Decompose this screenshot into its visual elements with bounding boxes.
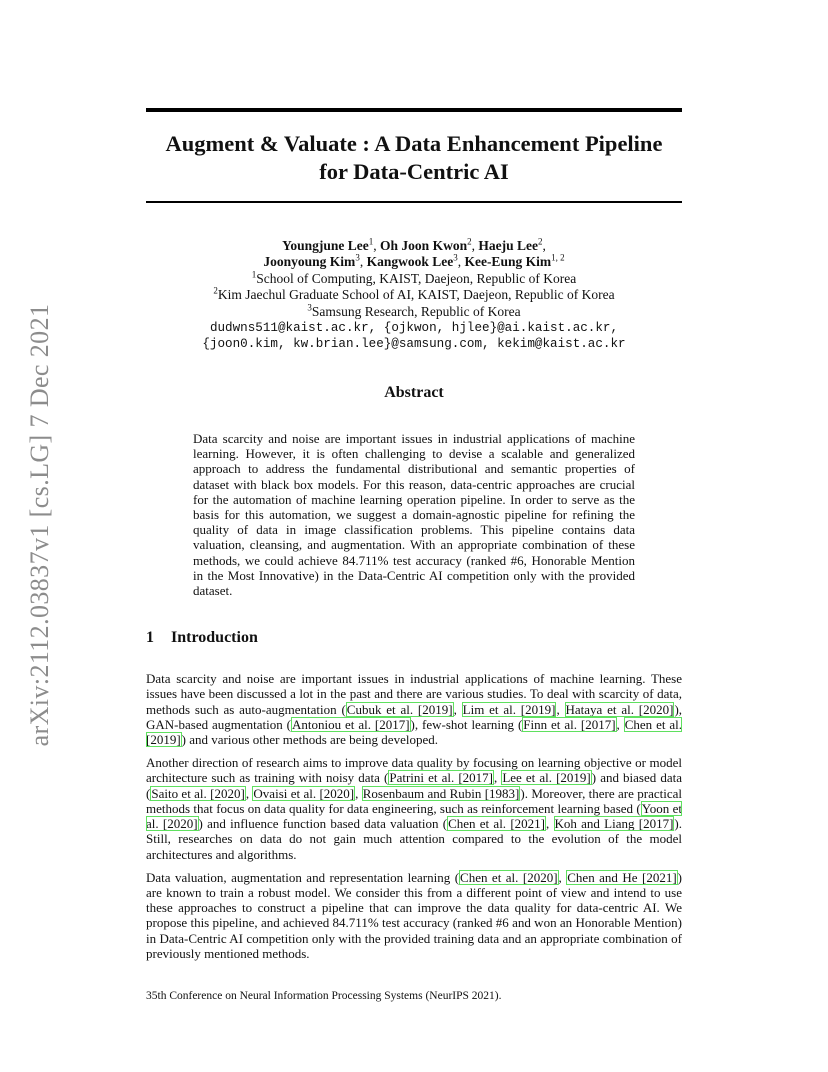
affiliation-superscript: 2 (213, 285, 218, 296)
arxiv-identifier-sidebar (20, 295, 60, 755)
section-title: Introduction (171, 629, 258, 646)
citation-link[interactable]: Chen et al. [2019] (146, 716, 682, 748)
affiliation-text: Samsung Research, Republic of Korea (311, 303, 521, 319)
title-line-1: Augment & Valuate : A Data Enhancement Pipeline (165, 131, 663, 156)
citation-link[interactable]: Yoon et al. [2020] (146, 800, 683, 832)
title-top-rule (146, 108, 682, 112)
paragraph-text: Another direction of research aims to improve data quality by focusing on learning objective or model architecture such as training with noisy data ( (146, 754, 682, 786)
title-bottom-rule (146, 201, 682, 203)
author-name: Kee-Eung Kim (464, 254, 552, 270)
affiliation-3 (146, 304, 682, 320)
arxiv-identifier-text: arXiv:2112.03837v1 [cs.LG] 7 Dec 2021 (25, 303, 54, 747)
abstract-heading: Abstract (384, 384, 444, 401)
author-name: Oh Joon Kwon (380, 238, 468, 253)
citation-link[interactable]: Hataya et al. [2020] (565, 701, 674, 717)
citation-link[interactable]: Chen and He [2021] (567, 869, 677, 885)
author-name: Haeju Lee (478, 238, 538, 253)
paragraph-text: ) are known to train a robust model. We consider this from a different point of view and intend to use these approaches to construct a pipeline that can improve the data quality for data-centric AI. We propose this pipeline, and achieved 84.711% test accuracy (ranked #6 and won an Honorable Mention) in Data-Centric AI competition only with the provided training data and an appropriate combination of previously mentioned methods. (146, 869, 683, 962)
author-line-2: Joonyoung Kim$^3$, Kangwook Lee$^3$, Kee-Eung Kim$^{1, 2}$ (263, 252, 565, 270)
paragraph-text: Data valuation, augmentation and representation learning ( (146, 869, 460, 885)
section-number: 1 (146, 629, 154, 646)
affiliation-superscript: 1 (251, 269, 257, 280)
paragraph-text: ), GAN-based augmentation ( (146, 701, 683, 732)
paragraph-text: ) and biased data ( (146, 770, 683, 801)
conference-footnote: 35th Conference on Neural Information Processing Systems (NeurIPS 2021). (146, 990, 502, 1002)
paragraph-text: , (493, 770, 502, 786)
intro-paragraph-2 (146, 755, 682, 862)
affiliation-1 (146, 271, 682, 287)
affiliation-text: Kim Jaechul Graduate School of AI, KAIST, Daejeon, Republic of Korea (217, 287, 615, 303)
author-superscript: 3 (355, 252, 360, 263)
affiliation-superscript: 3 (307, 302, 312, 313)
paragraph-text: , (245, 785, 253, 801)
citation-link[interactable]: Cubuk et al. [2019] (346, 701, 453, 717)
author-superscript: 1 (368, 236, 374, 247)
citation-link[interactable]: Lee et al. [2019] (502, 770, 591, 786)
paragraph-text: , (355, 785, 362, 801)
paragraph-text: ). Moreover, there are practical methods that focus on data quality for data engineering, such as reinforcement learning based ( (146, 785, 682, 816)
paragraph-text: , (545, 816, 554, 832)
paragraph-text: ), few-shot learning ( (410, 716, 523, 732)
introduction-body (146, 671, 682, 969)
author-superscript: 2 (467, 236, 472, 247)
citation-link[interactable]: Koh and Liang [2017] (554, 816, 674, 832)
intro-paragraph-1 (146, 671, 682, 747)
paragraph-text: , (556, 701, 565, 717)
affiliation-2 (146, 287, 682, 303)
paragraph-text: ). Still, researches on data do not gain much attention compared to the evolution of the model architectures and algorithms. (146, 816, 683, 862)
title-line-2: for Data-Centric AI (319, 159, 509, 184)
citation-link[interactable]: Patrini et al. [2017] (389, 770, 493, 786)
citation-link[interactable]: Ovaisi et al. [2020] (253, 785, 355, 801)
author-name: Youngjune Lee (282, 238, 369, 253)
citation-link[interactable]: Saito et al. [2020] (151, 785, 245, 801)
email-line-1: dudwns511@kaist.ac.kr, {ojkwon, hjlee}@ai.kaist.ac.kr, (209, 321, 619, 336)
author-block (146, 238, 682, 353)
email-line-2: {joon0.kim, kw.brian.lee}@samsung.com, kekim@kaist.ac.kr (202, 337, 626, 352)
paragraph-text: ) and influence function based data valuation ( (198, 816, 448, 832)
intro-paragraph-3 (146, 870, 682, 962)
citation-link[interactable]: Chen et al. [2021] (448, 816, 545, 832)
author-line-1: Youngjune Lee$^1$, Oh Joon Kwon$^2$, Haeju Lee$^2$, (282, 236, 546, 253)
author-superscript: 3 (453, 252, 458, 263)
citation-link[interactable]: Antoniou et al. [2017] (292, 716, 410, 732)
author-name: Joonyoung Kim (263, 254, 356, 270)
paragraph-text: Data scarcity and noise are important issues in industrial applications of machine learning. These issues have been discussed a lot in the past and there are various studies. To deal with scarcity of data, methods such as auto-augmentation ( (146, 671, 682, 717)
affiliation-text: School of Computing, KAIST, Daejeon, Republic of Korea (256, 270, 577, 286)
citation-link[interactable]: Lim et al. [2019] (462, 701, 556, 717)
paragraph-text: ) and various other methods are being developed. (181, 732, 438, 748)
citation-link[interactable]: Rosenbaum and Rubin [1983] (362, 785, 520, 801)
paragraph-text: , (616, 716, 624, 732)
author-superscript: 2 (537, 236, 543, 247)
author-superscript: 1, 2 (551, 252, 565, 263)
paragraph-text: , (558, 869, 567, 885)
section-heading-introduction (146, 629, 258, 647)
abstract-text: Data scarcity and noise are important issues in industrial applications of machine learning. However, it is often challenging to devise a scalable and generalized approach to address the fundamental distributional and semantic properties of dataset with black box models. For this reason, data-centric approaches are crucial for the automation of machine learning operation pipeline. In order to serve as the basis for this automation, we suggest a domain-agnostic pipeline for refining the quality of data in image classification problems. This pipeline contains data valuation, cleansing, and augmentation. With an appropriate combination of these methods, we could achieve 84.711% test accuracy (ranked #6, Honorable Mention in the Most Innovative) in the Data-Centric AI competition only with the provided dataset. (193, 431, 635, 599)
author-name: Kangwook Lee (366, 254, 454, 270)
citation-link[interactable]: Finn et al. [2017] (523, 716, 616, 732)
paper-title (146, 130, 682, 186)
paragraph-text: , (453, 701, 462, 717)
citation-link[interactable]: Chen et al. [2020] (460, 869, 558, 885)
